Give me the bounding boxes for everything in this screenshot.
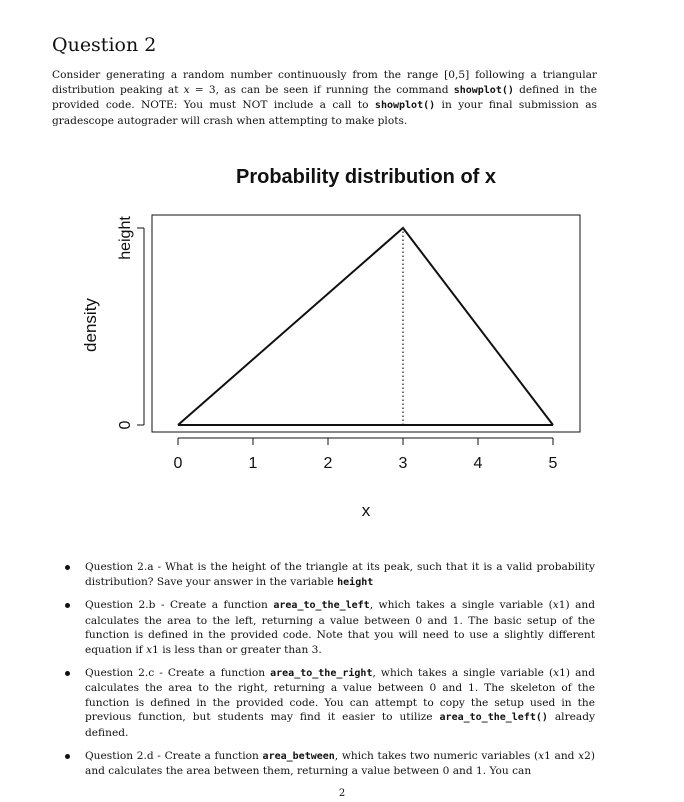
x-tick-label-1: 1: [248, 455, 258, 472]
chart-title: Probability distribution of x: [236, 166, 496, 188]
list-item: Question 2.c - Create a function area_to_the_right, which takes a single variable (x1) and calculates the area to the right, returning a value between 0 and 1. The skeleton of the function is defined in the provided code. You can attempt to copy the setup used in the previous function, but students may find it easier to utilize area_to_the_left() already defined.: [62, 666, 595, 741]
plot-box: [152, 215, 580, 432]
chart-marks: [117, 216, 558, 472]
x-tick-label-3: 3: [398, 455, 408, 472]
y-tick-label-1: height: [117, 216, 134, 260]
x-axis-label: x: [361, 501, 371, 520]
x-tick-label-5: 5: [548, 455, 558, 472]
list-item: Question 2.d - Create a function area_between, which takes two numeric variables (x1 and x2) and calculates the area between them, returning a value between 0 and 1. You can: [62, 749, 595, 779]
question-title: Question 2: [52, 34, 157, 56]
x-tick-label-4: 4: [473, 455, 483, 472]
list-item: Question 2.a - What is the height of the triangle at its peak, such that it is a valid probability distribution? Save your answer in the variable height: [62, 560, 595, 590]
page-number: 2: [338, 788, 346, 799]
list-item: Question 2.b - Create a function area_to_the_left, which takes a single variable (x1) and calculates the area to the left, returning a value between 0 and 1. The basic setup of the function is defined in the provided code. Note that you will need to use a slightly different equation if x1 is less than or greater than 3.: [62, 598, 595, 657]
probability-chart: [0, 150, 684, 535]
series-line-density: [178, 228, 553, 425]
question-intro: Consider generating a random number continuously from the range [0,5] following a triangular distribution peaking at x = 3, as can be seen if running the command showplot() defined in the provided code. NOTE: You must NOT include a call to showplot() in your final submission as gradescope autograder will crash when attempting to make plots.: [52, 69, 597, 128]
question-parts-list: [62, 560, 595, 787]
y-axis-label: density: [81, 298, 100, 352]
x-tick-label-0: 0: [173, 455, 183, 472]
x-tick-label-2: 2: [323, 455, 333, 472]
y-tick-label-0: 0: [117, 420, 134, 430]
